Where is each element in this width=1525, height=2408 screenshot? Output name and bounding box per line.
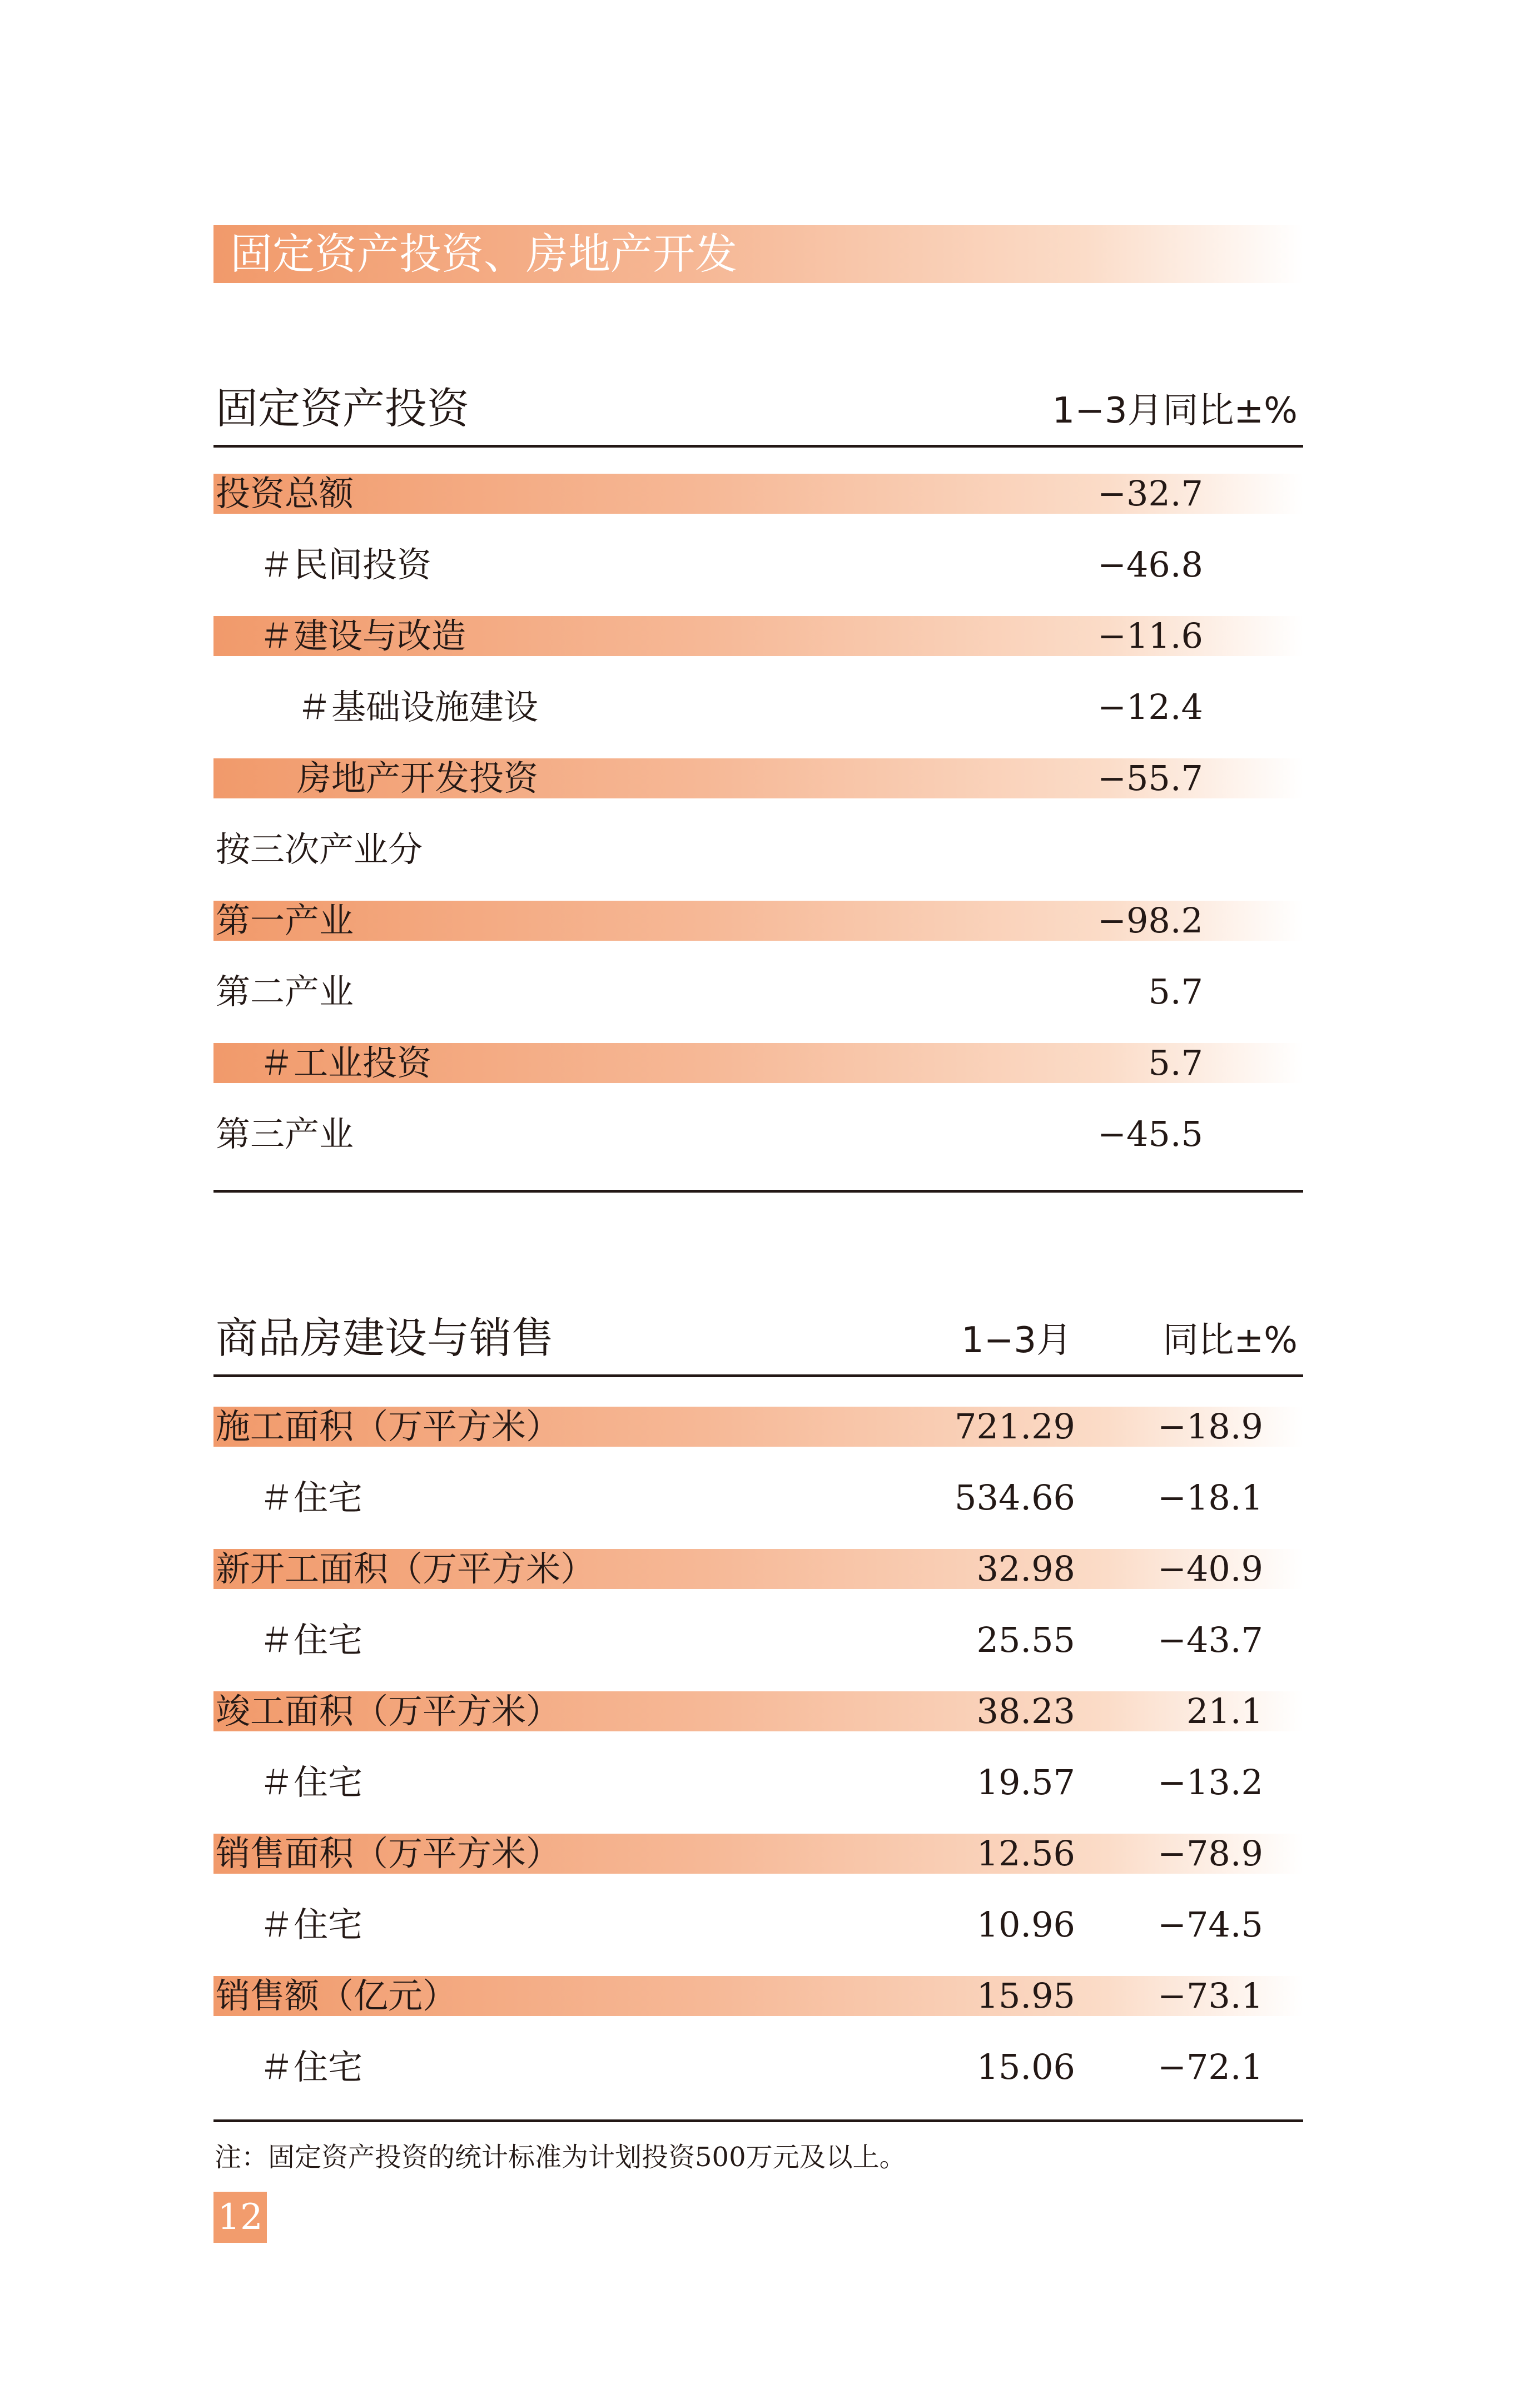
table-row	[213, 1905, 1303, 1945]
row-value: 5.7	[1148, 1042, 1203, 1083]
row-label: 新开工面积（万平方米）	[216, 1548, 595, 1589]
row-label: ＃住宅	[259, 1904, 363, 1945]
table-row	[213, 1834, 1303, 1874]
row-label: 投资总额	[216, 473, 354, 514]
row-value: −12.4	[1097, 687, 1203, 727]
table-row	[213, 1762, 1303, 1803]
row-label: 竣工面积（万平方米）	[216, 1691, 561, 1731]
row-label: ＃建设与改造	[259, 615, 466, 656]
table-bottom-rule	[213, 1190, 1303, 1193]
table-row	[213, 901, 1303, 941]
table-row	[213, 616, 1303, 656]
housing-col1-header: 1−3月	[961, 1320, 1072, 1361]
table-row	[213, 758, 1303, 798]
row-change: −72.1	[1158, 2047, 1263, 2087]
row-change: −74.5	[1158, 1904, 1263, 1945]
table-row	[213, 830, 1303, 870]
row-value: 25.55	[976, 1620, 1075, 1660]
table-row	[213, 474, 1303, 514]
footnote: 注：固定资产投资的统计标准为计划投资500万元及以上。	[215, 2142, 906, 2173]
section-banner	[213, 225, 1303, 283]
row-label: 施工面积（万平方米）	[216, 1406, 561, 1447]
table-row	[213, 1478, 1303, 1518]
row-value: 15.95	[976, 1975, 1075, 2016]
row-label: 销售额（亿元）	[216, 1975, 458, 2016]
row-change: −13.2	[1158, 1762, 1263, 1803]
row-label: ＃民间投资	[259, 544, 432, 585]
row-label: 销售面积（万平方米）	[216, 1833, 561, 1874]
row-value: 10.96	[976, 1904, 1075, 1945]
table-row	[213, 1407, 1303, 1447]
row-label: ＃住宅	[259, 1762, 363, 1803]
row-label: 第二产业	[216, 971, 354, 1012]
row-label: ＃基础设施建设	[297, 687, 539, 727]
row-label: ＃住宅	[259, 2047, 363, 2087]
table-row	[213, 545, 1303, 585]
housing-title: 商品房建设与销售	[216, 1313, 554, 1363]
row-value: −11.6	[1097, 615, 1203, 656]
table-row	[213, 1043, 1303, 1083]
table-row	[213, 1549, 1303, 1589]
row-change: −43.7	[1158, 1620, 1263, 1660]
table-row	[213, 1976, 1303, 2016]
row-label: 第三产业	[216, 1114, 354, 1154]
page-number: 12	[213, 2192, 267, 2243]
banner-title: 固定资产投资、房地产开发	[230, 229, 737, 279]
table-row	[213, 2047, 1303, 2087]
row-value: 19.57	[976, 1762, 1075, 1803]
table-row	[213, 1620, 1303, 1660]
table-row	[213, 687, 1303, 727]
row-value: −32.7	[1097, 473, 1203, 514]
row-value: −98.2	[1097, 900, 1203, 941]
row-value: 534.66	[955, 1477, 1075, 1518]
fixed-investment-title: 固定资产投资	[216, 384, 469, 433]
table-bottom-rule	[213, 2119, 1303, 2122]
row-change: −78.9	[1158, 1833, 1263, 1874]
fixed-investment-column-header: 1−3月同比±%	[1052, 390, 1298, 431]
table-row	[213, 972, 1303, 1012]
housing-col2-header: 同比±%	[1163, 1320, 1298, 1361]
row-change: −18.9	[1158, 1406, 1263, 1447]
row-value: 12.56	[976, 1833, 1075, 1874]
row-label: ＃住宅	[259, 1620, 363, 1660]
table-row	[213, 1114, 1303, 1154]
row-label: 房地产开发投资	[297, 758, 539, 798]
housing-header	[213, 1313, 1303, 1377]
row-label: 按三次产业分	[216, 829, 423, 870]
row-value: 5.7	[1148, 971, 1203, 1012]
row-change: 21.1	[1186, 1691, 1263, 1731]
row-value: 38.23	[976, 1691, 1075, 1731]
row-label: ＃住宅	[259, 1477, 363, 1518]
row-label: 第一产业	[216, 900, 354, 941]
row-value: 32.98	[976, 1548, 1075, 1589]
row-value: 15.06	[976, 2047, 1075, 2087]
table-row	[213, 1691, 1303, 1731]
row-value: −45.5	[1097, 1114, 1203, 1154]
row-change: −73.1	[1158, 1975, 1263, 2016]
row-value: −55.7	[1097, 758, 1203, 798]
row-value: −46.8	[1097, 544, 1203, 585]
row-label: ＃工业投资	[259, 1042, 432, 1083]
row-change: −18.1	[1158, 1477, 1263, 1518]
fixed-investment-header	[213, 384, 1303, 448]
row-value: 721.29	[955, 1406, 1075, 1447]
row-change: −40.9	[1158, 1548, 1263, 1589]
